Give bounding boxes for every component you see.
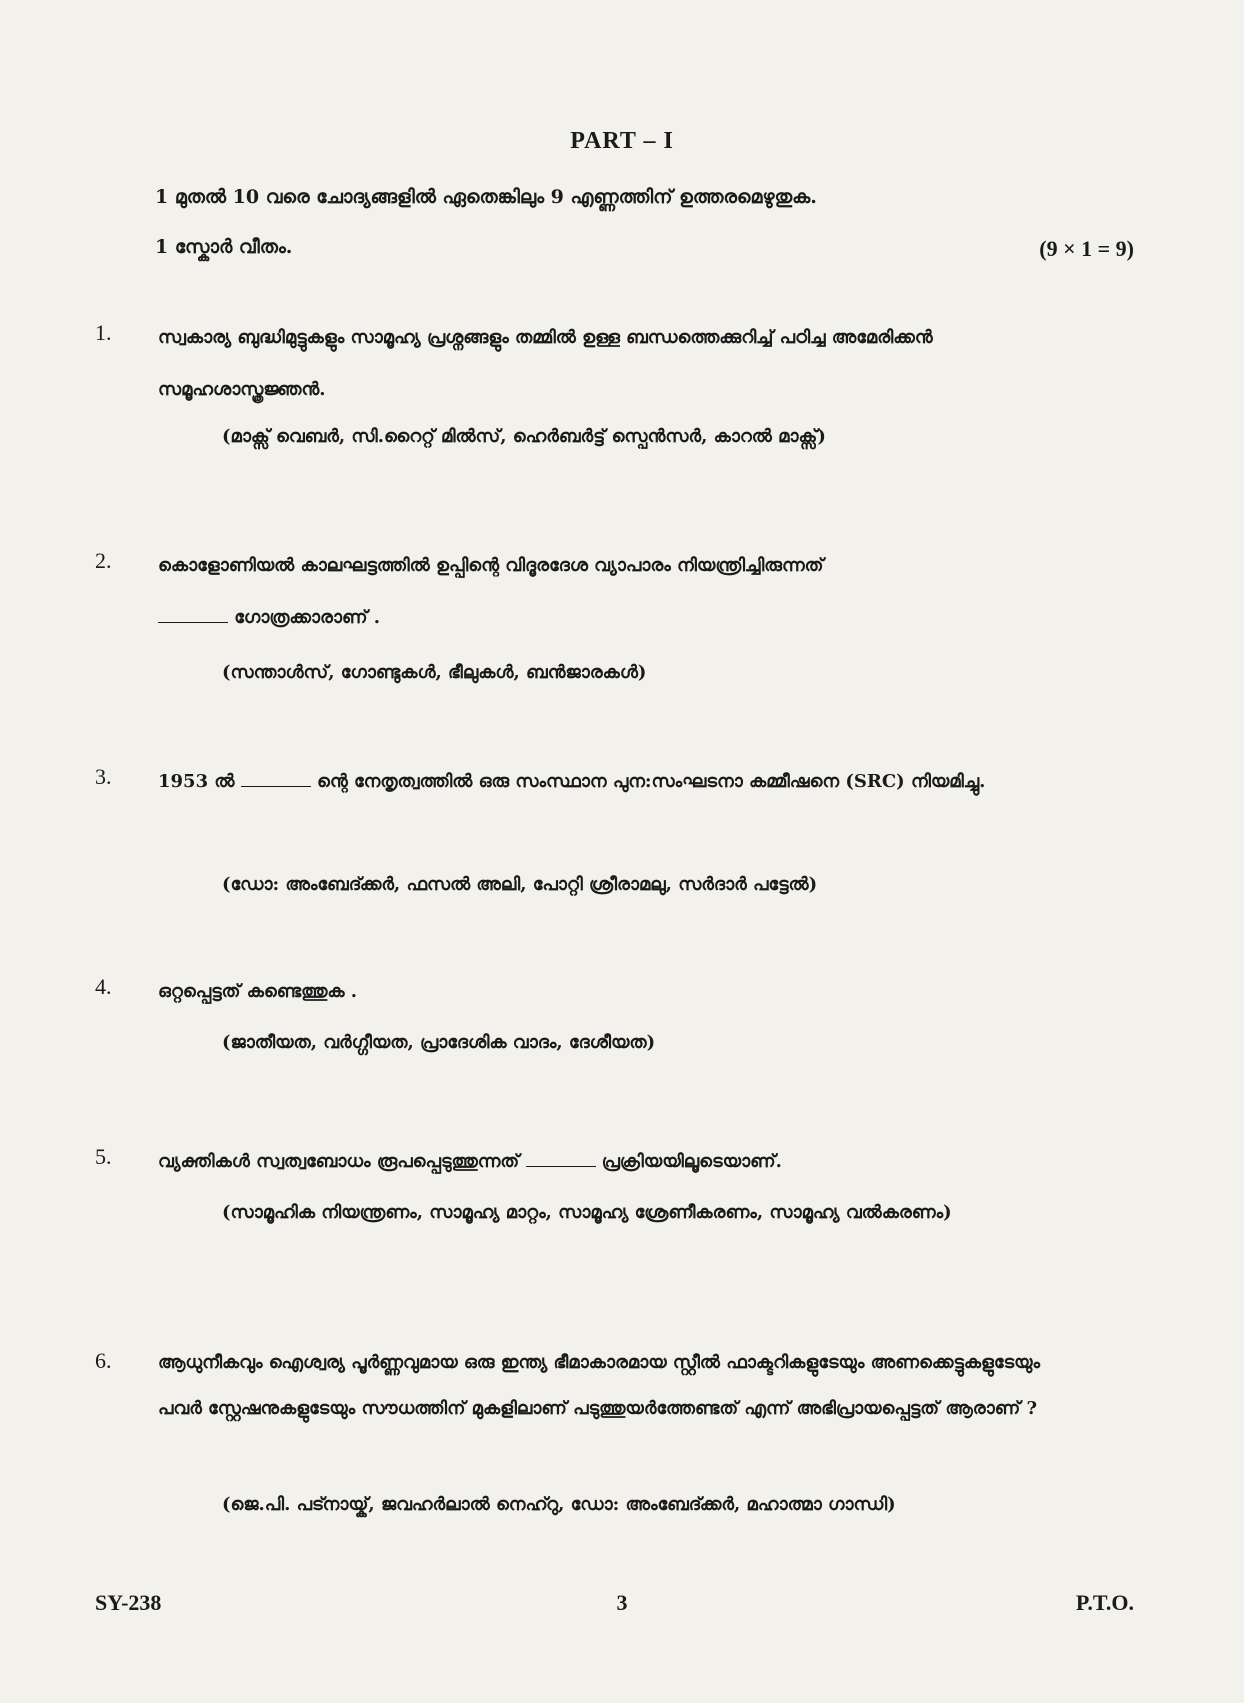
- question-number: 4.: [95, 974, 112, 999]
- question-options: (സന്താൾസ്, ഗോണ്ടുകൾ, ഭീലുകൾ, ബൻജാരകൾ): [222, 662, 647, 683]
- question-options: (ഡോ: അംബേദ്ക്കർ, ഫസൽ അലി, പോറ്റി ശ്രീരാമലു, സർദാർ പട്ടേൽ): [222, 874, 818, 895]
- question-text-before: 1953 ൽ: [158, 771, 235, 792]
- question-text: [158, 540, 1088, 644]
- question-options: (മാക്സ് വെബർ, സി.റൈറ്റ് മിൽസ്, ഹെർബർട്ട് സ്പെൻസർ, കാറൽ മാക്സ്): [222, 426, 826, 447]
- question-text-before: വ്യക്തികൾ സ്വത്വബോധം രൂപപ്പെടുത്തുന്നത്: [158, 1151, 520, 1172]
- question-number: 2.: [95, 548, 112, 573]
- question-number: 5.: [95, 1144, 112, 1169]
- question-text-before: കൊളോണിയൽ കാലഘട്ടത്തിൽ ഉപ്പിന്റെ വിദൂരദേശ വ്യാപാരം നിയന്ത്രിച്ചിരുന്നത്: [158, 555, 824, 576]
- please-turn-over: P.T.O.: [1075, 1590, 1134, 1615]
- answer-blank: [241, 785, 311, 787]
- question-options: (ജാതീയത, വർഗ്ഗീയത, പ്രാദേശിക വാദം, ദേശീയത): [222, 1032, 656, 1053]
- instruction-line-1: 1 മുതൽ 10 വരെ ചോദ്യങ്ങളിൽ ഏതെങ്കിലും 9 എണ്ണത്തിന് ഉത്തരമെഴുതുക.: [155, 186, 817, 208]
- answer-blank: [158, 621, 228, 623]
- question-text: സ്വകാര്യ ബുദ്ധിമുട്ടുകളും സാമൂഹ്യ പ്രശ്നങ്ങളും തമ്മിൽ ഉള്ള ബന്ധത്തെക്കുറിച്ച് പഠിച്ച അമേരിക്കൻ സമൂഹശാസ്ത്രജ്ഞൻ.: [158, 327, 933, 400]
- question-text-after: ന്റെ നേതൃത്വത്തിൽ ഒരു സംസ്ഥാന പുന:സംഘടനാ കമ്മീഷനെ (SRC) നിയമിച്ചു.: [316, 771, 986, 792]
- question-text-after: പ്രക്രിയയിലൂടെയാണ്.: [601, 1151, 782, 1172]
- question-text: [158, 1136, 1088, 1188]
- question-text: [158, 756, 1088, 808]
- instruction-line-2: 1 സ്കോർ വീതം.: [155, 236, 293, 258]
- part-title: PART – I: [570, 128, 674, 154]
- question-text-after: ഗോത്രക്കാരാണ് .: [234, 607, 381, 628]
- marks-allocation: (9 × 1 = 9): [1039, 236, 1134, 261]
- question-number: 3.: [95, 764, 112, 789]
- paper-code: SY-238: [95, 1590, 162, 1615]
- page-number: 3: [616, 1590, 628, 1615]
- question-number: 6.: [95, 1348, 112, 1373]
- question-text: ഒറ്റപ്പെട്ടത് കണ്ടെത്തുക .: [158, 981, 358, 1002]
- question-options: (ജെ.പി. പട്നായ്ക്, ജവഹർലാൽ നെഹ്റു, ഡോ: അംബേദ്ക്കർ, മഹാത്മാ ഗാന്ധി): [222, 1494, 896, 1515]
- question-text: ആധുനീകവും ഐശ്വര്യ പൂർണ്ണവുമായ ഒരു ഇന്ത്യ ഭീമാകാരമായ സ്റ്റീൽ ഫാക്ടറികളുടേയും അണക്കെട്ടുകളുടേയും പവർ സ്റ്റേഷനുകളുടേയും സൗധത്തിന് മുകളിലാണ് പടുത്തുയർത്തേണ്ടത് എന്ന് അഭിപ്രായപ്പെട്ടത് ആരാണ് ?: [158, 1352, 1041, 1419]
- answer-blank: [526, 1165, 596, 1167]
- question-options: (സാമൂഹിക നിയന്ത്രണം, സാമൂഹ്യ മാറ്റം, സാമൂഹ്യ ശ്രേണീകരണം, സാമൂഹ്യ വൽകരണം): [222, 1202, 952, 1223]
- question-number: 1.: [95, 320, 112, 345]
